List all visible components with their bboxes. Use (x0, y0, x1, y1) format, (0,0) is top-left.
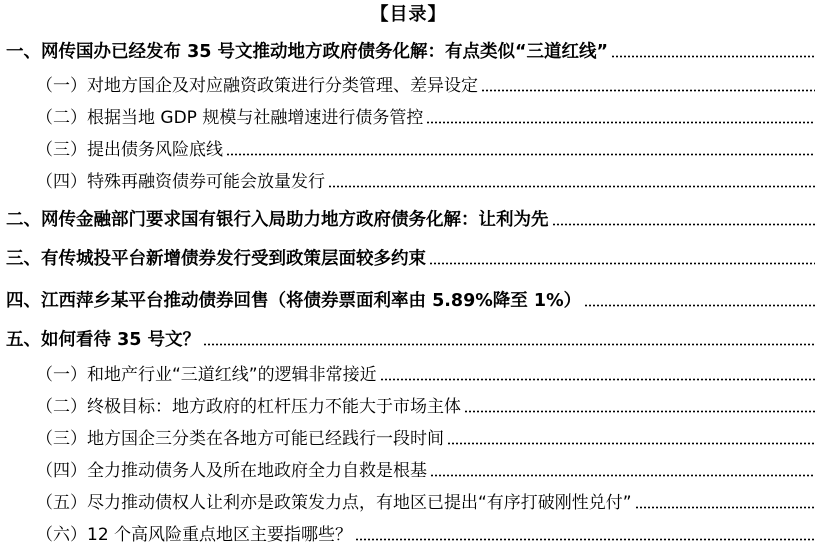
toc-entry-text: （四）全力推动债务人及所在地政府全力自救是根基 (36, 461, 427, 481)
toc-entry-1-3[interactable] (0, 136, 815, 162)
toc-title: 【目录】 (370, 4, 447, 25)
dot-leader (447, 442, 815, 445)
toc-entry-5-3[interactable] (0, 425, 815, 451)
toc-entry-text: （一）对地方国企及对应融资政策进行分类管理、差异设定 (36, 76, 478, 96)
dot-leader (429, 262, 815, 265)
dot-leader (203, 343, 815, 346)
toc-entry-text: （三）提出债务风险底线 (36, 140, 223, 160)
toc-entry-2[interactable] (0, 206, 815, 232)
toc-entry-text: （一）和地产行业“三道红线”的逻辑非常接近 (36, 365, 377, 385)
dot-leader (464, 410, 815, 413)
toc-entry-5-6[interactable] (0, 521, 815, 547)
toc-entry-4[interactable] (0, 287, 815, 313)
toc-entry-3[interactable] (0, 245, 815, 271)
toc-entry-5-2[interactable] (0, 393, 815, 419)
dot-leader (430, 474, 815, 477)
toc-entry-text: （三）地方国企三分类在各地方可能已经践行一段时间 (36, 429, 444, 449)
dot-leader (328, 185, 815, 188)
toc-entry-5[interactable] (0, 326, 815, 352)
toc-entry-text: （六）12 个高风险重点地区主要指哪些？ (36, 525, 353, 545)
toc-entry-text: 五、如何看待 35 号文？ (6, 330, 201, 350)
dot-leader (481, 89, 815, 92)
dot-leader (635, 506, 815, 509)
toc-entry-text: （二）根据当地 GDP 规模与社融增速进行债务管控 (36, 108, 424, 128)
dot-leader (355, 538, 815, 541)
dot-leader (552, 223, 816, 226)
toc-entry-text: （二）终极目标：地方政府的杠杆压力不能大于市场主体 (36, 397, 461, 417)
dot-leader (611, 55, 815, 58)
toc-entry-5-5[interactable] (0, 489, 815, 515)
toc-entry-text: （四）特殊再融资债券可能会放量发行 (36, 172, 325, 192)
toc-entry-1-1[interactable] (0, 72, 815, 98)
dot-leader (380, 378, 815, 381)
toc-entry-text: （五）尽力推动债权人让利亦是政策发力点，有地区已提出“有序打破刚性兑付” (36, 493, 632, 513)
dot-leader (226, 153, 815, 156)
toc-entry-1-2[interactable] (0, 104, 815, 130)
toc-entry-5-4[interactable] (0, 457, 815, 483)
dot-leader (426, 121, 815, 124)
toc-entry-1-4[interactable] (0, 168, 815, 194)
toc-entry-text: 四、江西萍乡某平台推动债券回售（将债券票面利率由 5.89%降至 1%） (6, 291, 582, 311)
toc-entry-text: 一、网传国办已经发布 35 号文推动地方政府债务化解：有点类似“三道红线” (6, 42, 609, 62)
toc-entry-text: 二、网传金融部门要求国有银行入局助力地方政府债务化解：让利为先 (6, 210, 549, 230)
toc-entry-text: 三、有传城投平台新增债券发行受到政策层面较多约束 (6, 249, 426, 269)
toc-entry-5-1[interactable] (0, 361, 815, 387)
toc-entry-1[interactable] (0, 38, 815, 64)
dot-leader (584, 304, 815, 307)
